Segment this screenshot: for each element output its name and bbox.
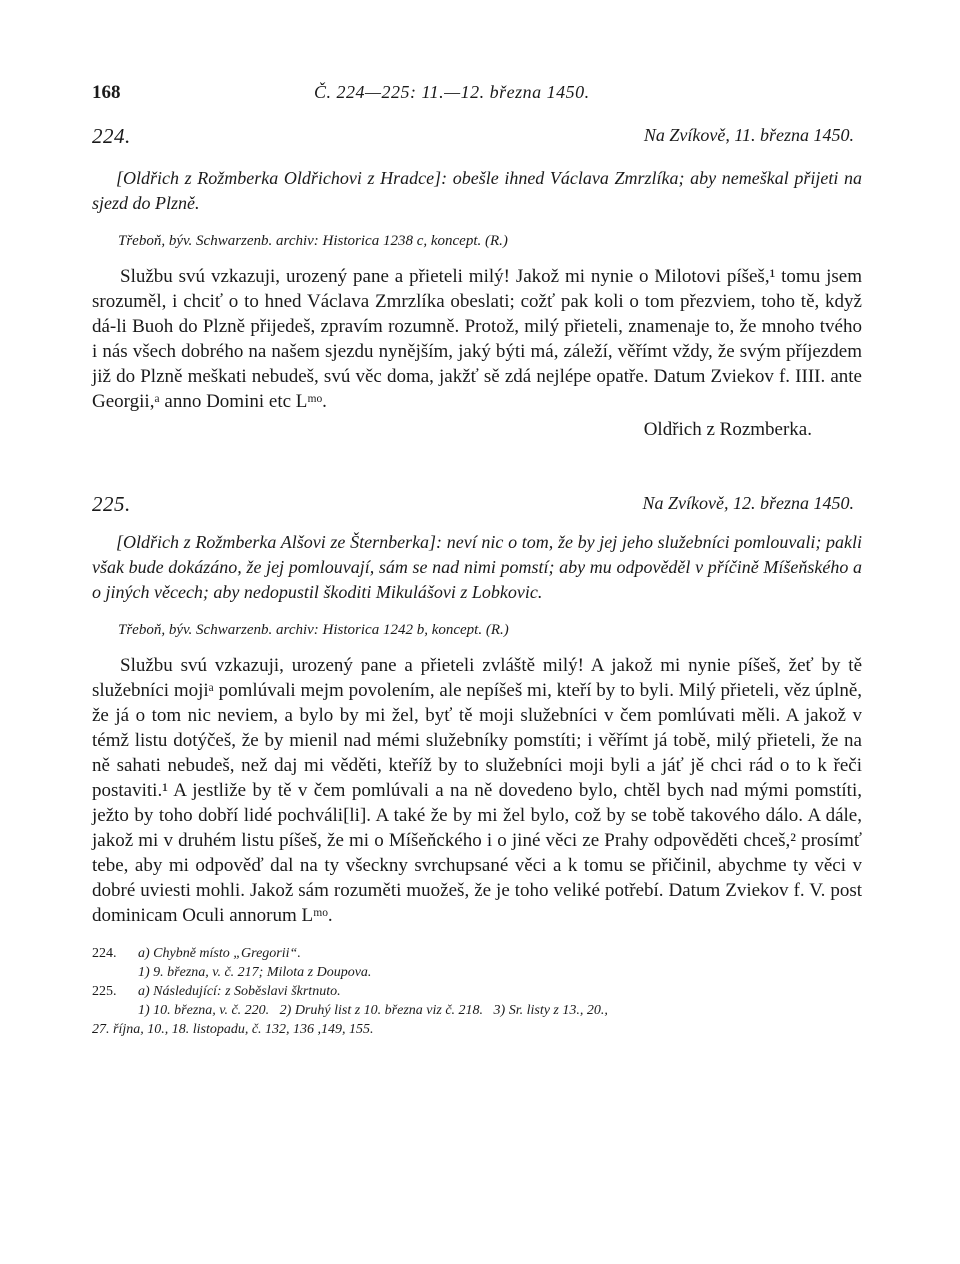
document-text: Službu svú vzkazuji, urozený pane a přieteli milý! Jakož mi nynie o Milotovi píšeš,¹ tomu jsem srozuměl, i chciť o to hned Václava Zmrzlíka obeslati; cožť pak koli o tom přezviem, toho tě, když dá-li Buoh do Plzně přijedeš, zpravím rozumně. Protož, milý přieteli, znamenaje to, že mnoho tvého i nás všech dobrého na našem sjezdu nynějším, jaký býti má, záleží, věřímt vždy, že svým příjezdem již do Plzně meškati nebudeš, svú věc doma, jakžť sě zdá nejlépe opatře. Datum Zviekov f. IIII. ante Georgii,ᵃ anno Domini etc Lᵐᵒ. <box>92 266 862 412</box>
footnote-225-1: 1) 10. března, v. č. 220. 2) Druhý list z 10. března viz č. 218. 3) Sr. listy z 13., 20., <box>138 1003 608 1018</box>
document-page <box>92 70 862 1039</box>
document-number: 225. <box>92 492 131 516</box>
document-225 <box>92 492 862 928</box>
document-regest: [Oldřich z Rožmberka Oldřichovi z Hradce]: obešle ihned Václava Zmrzlíka; aby nemeškal přijeti na sjezd do Plzně. <box>92 168 862 213</box>
footnote-225-a: 225. a) Následující: z Soběslavi škrtnuto. <box>92 984 341 999</box>
document-text: Službu svú vzkazuji, urozený pane a přieteli zvláště milý! A jakož mi nynie píšeš, žeť by tě služebníci mojiᵃ pomlúvali mejm povolením, ale nepíšeš mi, kteří by to byli. Milý přieteli, věz úplně, že já o tom nic neviem, a bylo by mi žel, byť tě moji služebníci v čem pomlúvati měli. A jakož v témž listu dotýčeš, že by mienil nad mémi služebníky pomstíti; i věřímt já tobě, milý přieteli, že na ně sahati nebudeš, než daj mi věděti, kteříž by to služebníci moji byli a jáť jě chci rád o to k řeči postaviti.¹ A jestliže by tě v čem pomlúvali a na ně dovedeno bylo, chtěl bych nad mými pomstíti, ježto by toho dobří lidé pochváli[li]. A také že by mi žel bylo, což by se tobě takového dálo. A dále, jakož mi v druhém listu píšeš, že mi o Míšeňckého i o jiné věci ze Prahy odpověděti chceš,² prosímť tebe, aby mi odpověď dal na ty všeckny svrchupsané věci a k tomu se přičinil, abychme ty věci v dobré uviesti mohli. Jakož sám rozuměti muožeš, že je toho veliké potřebí. Datum Zviekov f. V. post dominicam Oculi annorum Lᵐᵒ. <box>92 655 862 926</box>
footnotes <box>92 944 862 1039</box>
document-224 <box>92 124 862 442</box>
archive-reference: Třeboň, býv. Schwarzenb. archiv: Historica 1238 c, koncept. (R.) <box>118 233 508 249</box>
footnote-224-a: 224. a) Chybně místo „Gregorii“. <box>92 946 301 961</box>
running-title: Č. 224—225: 11.—12. března 1450. <box>314 82 590 102</box>
footnote-doc-number: 225. <box>92 984 117 999</box>
document-number: 224. <box>92 124 131 148</box>
document-place-date: Na Zvíkově, 12. března 1450. <box>642 493 854 513</box>
page-number: 168 <box>92 82 121 103</box>
document-place-date: Na Zvíkově, 11. března 1450. <box>643 125 854 145</box>
document-header <box>92 492 862 526</box>
signature: Oldřich z Rozmberka. <box>643 419 812 440</box>
document-header <box>92 124 862 158</box>
running-header <box>92 70 862 110</box>
archive-reference: Třeboň, býv. Schwarzenb. archiv: Historica 1242 b, koncept. (R.) <box>118 622 509 638</box>
document-regest: [Oldřich z Rožmberka Alšovi ze Šternberka]: neví nic o tom, že by jej jeho služebníci pomlouvali; pakli však bude dokázáno, že jej pomlouvají, sám se nad nimi pomstí; aby mu odpověděl v příčině Míšeňského a o jiných věcech; aby nedopustil škoditi Mikulášovi z Lobkovic. <box>92 532 862 602</box>
footnote-224-1: 1) 9. března, v. č. 217; Milota z Doupova. <box>138 965 372 980</box>
footnote-doc-number: 224. <box>92 946 117 961</box>
footnote-225-continuation: 27. října, 10., 18. listopadu, č. 132, 136 ,149, 155. <box>92 1022 374 1037</box>
